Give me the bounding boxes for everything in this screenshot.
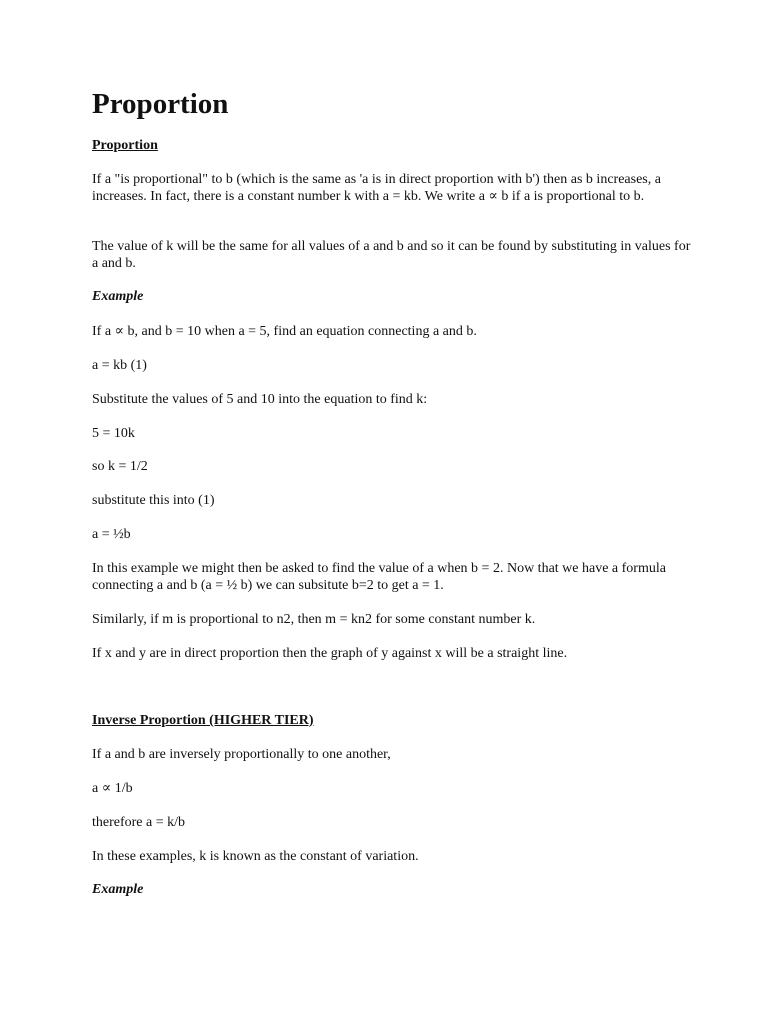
paragraph-inverse-formula: a ∝ 1/b xyxy=(92,781,133,796)
example-step-substitute: Substitute the values of 5 and 10 into the equation to find k: xyxy=(92,392,428,407)
section-heading-inverse-proportion: Inverse Proportion (HIGHER TIER) xyxy=(92,713,314,728)
paragraph-inverse-equation: therefore a = k/b xyxy=(92,815,186,830)
page-title: Proportion xyxy=(92,88,229,120)
paragraph-example-followup: In this example we might then be asked to find the value of a when b = 2. Now that we have a formula connecting a and b (a = ½ b) we can subsitute b=2 to get a = 1. xyxy=(92,561,666,593)
example-question: If a ∝ b, and b = 10 when a = 5, find an equation connecting a and b. xyxy=(92,324,477,339)
example-step-result: a = ½b xyxy=(92,527,131,542)
example-step-substitute-back: substitute this into (1) xyxy=(92,493,215,508)
example-step-equation: a = kb (1) xyxy=(92,358,147,373)
paragraph-inverse-definition: If a and b are inversely proportionally to one another, xyxy=(92,747,391,762)
section-heading-proportion: Proportion xyxy=(92,138,158,153)
example-step-k-value: so k = 1/2 xyxy=(92,459,148,474)
paragraph-definition: If a "is proportional" to b (which is the same as 'a is in direct proportion with b') then as b increases, a increases. In fact, there is a constant number k with a = kb. We write a ∝ b if a is proportional to b. xyxy=(92,172,661,204)
paragraph-constant-variation: In these examples, k is known as the constant of variation. xyxy=(92,849,419,864)
example-label: Example xyxy=(92,289,144,304)
paragraph-straight-line: If x and y are in direct proportion then the graph of y against x will be a straight line. xyxy=(92,646,568,661)
paragraph-constant-k: The value of k will be the same for all values of a and b and so it can be found by substituting in values for a and b. xyxy=(92,239,691,271)
example-step-5-10k: 5 = 10k xyxy=(92,426,135,441)
example-label-inverse: Example xyxy=(92,882,144,897)
paragraph-square-proportion: Similarly, if m is proportional to n2, then m = kn2 for some constant number k. xyxy=(92,612,536,627)
